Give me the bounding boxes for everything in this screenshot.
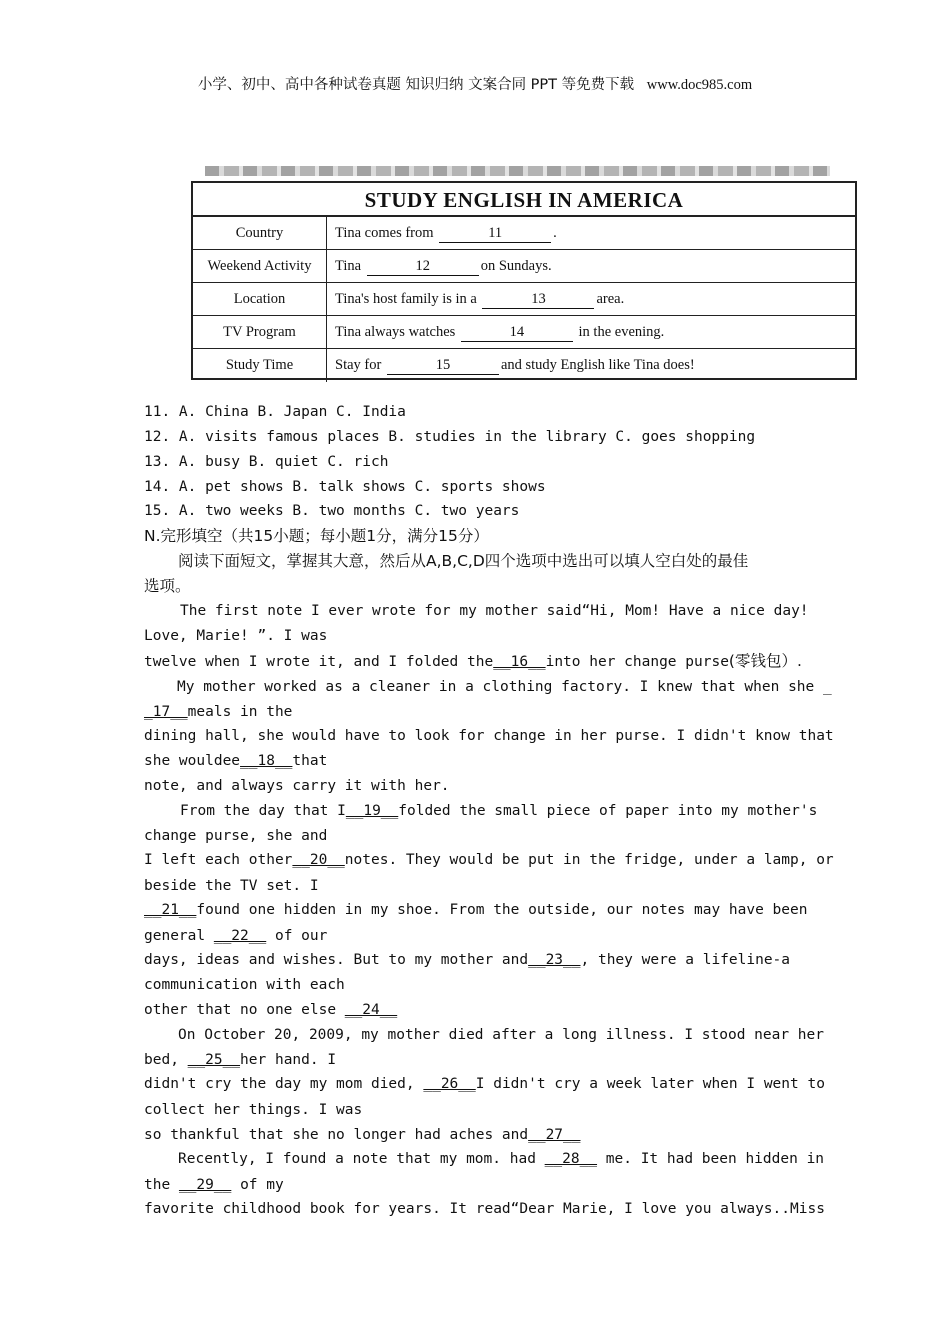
row-text: Tina [335, 258, 362, 274]
row-content [327, 217, 557, 249]
row-text: Tina always watches [335, 324, 456, 340]
question-13: 13. A. busy B. quiet C. rich [144, 454, 389, 470]
blank-11: 11 [439, 224, 551, 243]
blank-21: __21__ [144, 902, 197, 918]
passage-line: I left each other__20__notes. They would be put in the fridge, under a lamp, or [144, 852, 834, 868]
blank-22: __22__ [213, 928, 267, 944]
passage-line: From the day that I__19__folded the small piece of paper into my mother's [180, 803, 818, 819]
row-text: Tina comes from [335, 225, 434, 241]
table-title: STUDY ENGLISH IN AMERICA [193, 183, 855, 217]
row-text: on Sundays. [480, 258, 552, 274]
passage-line: The first note I ever wrote for my mother said“Hi, Mom! Have a nice day! [180, 603, 809, 619]
table-row [193, 217, 855, 250]
blank-27: __27__ [528, 1127, 581, 1143]
passage-line: didn't cry the day my mom died, __26__I didn't cry a week later when I went to [144, 1076, 825, 1092]
blank-13: 13 [482, 290, 594, 309]
row-label: Location [193, 283, 327, 315]
passage-line: Recently, I found a note that my mom. had __28__ me. It had been hidden in [178, 1151, 825, 1167]
row-text: in the evening. [578, 324, 665, 340]
passage-line: note, and always carry it with her. [144, 778, 450, 794]
passage-line: My mother worked as a cleaner in a clothing factory. I knew that when she _ [177, 679, 832, 695]
passage-line: On October 20, 2009, my mother died after a long illness. I stood near her [178, 1027, 825, 1043]
blank-12: 12 [367, 257, 479, 276]
passage-line: other that no one else __24__ [144, 1002, 398, 1018]
passage-line: the __29__ of my [144, 1177, 284, 1193]
blank-20: __20__ [292, 852, 345, 868]
blank-28: __28__ [544, 1151, 598, 1167]
question-15: 15. A. two weeks B. two months C. two years [144, 503, 520, 519]
row-text: Stay for [335, 357, 382, 373]
passage-line: so thankful that she no longer had aches and__27__ [144, 1127, 581, 1143]
passage-line: _17__meals in the [144, 704, 293, 720]
header-text: 小学、初中、高中各种试卷真题 知识归纳 文案合同 PPT 等免费下载 [197, 77, 635, 93]
passage-line: collect her things. I was [144, 1102, 363, 1118]
passage-line: communication with each [144, 977, 345, 993]
table-row [193, 349, 855, 382]
blank-17: _17__ [144, 704, 188, 720]
passage-line: change purse, she and [144, 828, 328, 844]
blank-15: 15 [387, 356, 499, 375]
row-content [327, 316, 664, 348]
row-label: TV Program [193, 316, 327, 348]
blank-23: __23__ [528, 952, 581, 968]
row-text: . [553, 225, 557, 241]
blank-26: __26__ [423, 1076, 476, 1092]
passage-line: beside the TV set. I [144, 878, 319, 894]
table-row [193, 283, 855, 316]
passage-line: she wouldee__18__that [144, 753, 328, 769]
blank-18: __18__ [240, 753, 293, 769]
row-text: and study English like Tina does! [500, 357, 695, 373]
passage-line: twelve when I wrote it, and I folded the__16__into her change purse(零钱包）. [144, 652, 802, 670]
passage-line: days, ideas and wishes. But to my mother and__23__, they were a lifeline-a [144, 952, 791, 968]
row-text: area. [596, 291, 625, 307]
question-11: 11. A. China B. Japan C. India [144, 404, 406, 420]
page-header [0, 73, 950, 94]
section-instruction-cont: 选项。 [144, 577, 191, 595]
blank-25: __25__ [187, 1052, 241, 1068]
row-label: Country [193, 217, 327, 249]
scan-artifact-strip [205, 166, 830, 176]
passage-line: bed, __25__her hand. I [144, 1052, 337, 1068]
section-instruction: 阅读下面短文，掌握其大意，然后从A,B,C,D四个选项中选出可以填人空白处的最佳 [178, 552, 749, 570]
row-label: Study Time [193, 349, 327, 382]
question-12: 12. A. visits famous places B. studies in the library C. goes shopping [144, 429, 756, 445]
row-content [327, 250, 552, 282]
passage-line: Love, Marie! ”. I was [144, 628, 328, 644]
blank-16: __16__ [493, 654, 546, 670]
question-14: 14. A. pet shows B. talk shows C. sports shows [144, 479, 546, 495]
blank-19: __19__ [345, 803, 399, 819]
header-url: www.doc985.com [646, 77, 753, 93]
table-row [193, 250, 855, 283]
study-english-table [191, 181, 857, 380]
row-content [327, 283, 624, 315]
row-content [327, 349, 695, 382]
row-label: Weekend Activity [193, 250, 327, 282]
blank-29: __29__ [178, 1177, 232, 1193]
passage-line: dining hall, she would have to look for change in her purse. I didn't know that [144, 728, 834, 744]
passage-line: __21__found one hidden in my shoe. From the outside, our notes may have been [144, 902, 808, 918]
passage-line: favorite childhood book for years. It read“Dear Marie, I love you always..Miss [144, 1201, 825, 1217]
blank-24: __24__ [344, 1002, 398, 1018]
section-heading: N.完形填空（共15小题；每小题1分，满分15分） [144, 527, 489, 545]
table-row [193, 316, 855, 349]
blank-14: 14 [461, 323, 573, 342]
passage-line: general __22__ of our [144, 928, 328, 944]
row-text: Tina's host family is in a [335, 291, 477, 307]
